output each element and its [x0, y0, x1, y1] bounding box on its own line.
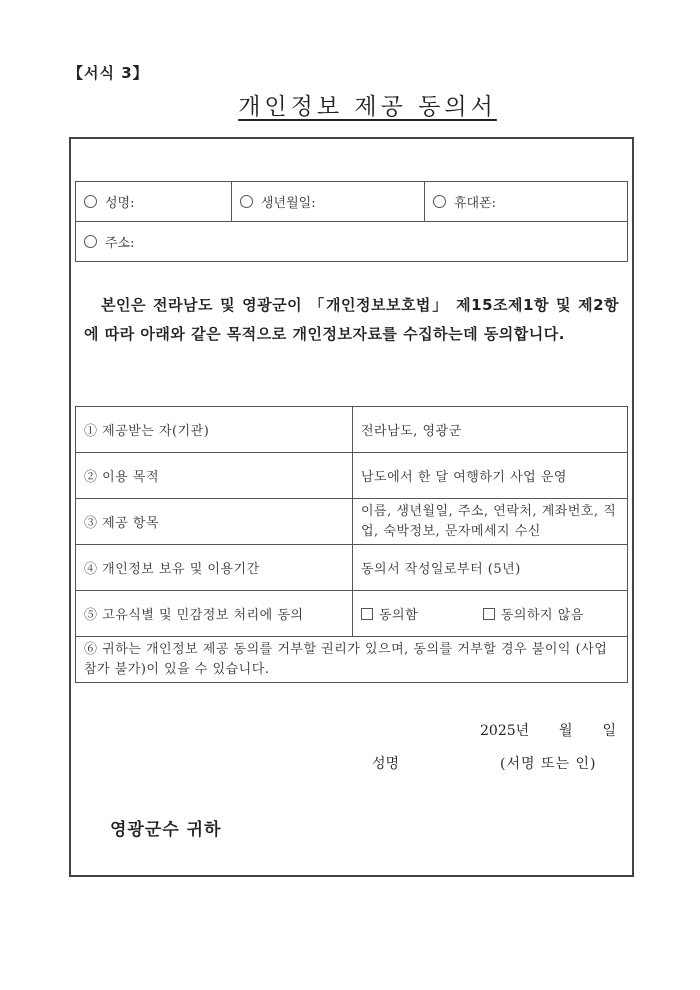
table-row — [76, 499, 628, 545]
row-label: ④ 개인정보 보유 및 이용기간 — [76, 545, 353, 591]
table-row — [76, 591, 628, 637]
name-label: 성명: — [105, 196, 135, 211]
refusal-notice: ⑥ 귀하는 개인정보 제공 동의를 거부할 권리가 있으며, 동의를 거부할 경우 불이익 (사업 참가 불가)이 있을 수 있습니다. — [76, 637, 628, 683]
address-label: 주소: — [105, 236, 135, 251]
table-row — [76, 453, 628, 499]
form-number: 【서식 3】 — [68, 64, 149, 82]
disagree-checkbox[interactable] — [483, 608, 584, 623]
page-title — [0, 88, 700, 121]
circle-bullet-icon — [84, 235, 97, 248]
checkbox-icon — [361, 608, 373, 620]
row-value: 전라남도, 영광군 — [353, 407, 628, 453]
date-day[interactable]: 일 — [602, 723, 616, 739]
row-label: ② 이용 목적 — [76, 453, 353, 499]
date-month[interactable]: 월 — [559, 723, 573, 739]
name-field[interactable] — [76, 182, 232, 222]
table-row — [76, 407, 628, 453]
title-text: 개인정보 제공 동의서 — [238, 94, 497, 120]
circle-bullet-icon — [240, 195, 253, 208]
row-value: 남도에서 한 달 여행하기 사업 운영 — [353, 453, 628, 499]
address-field[interactable] — [76, 222, 628, 262]
personal-info-table — [75, 181, 628, 262]
row-value: 이름, 생년월일, 주소, 연락처, 계좌번호, 직업, 숙박정보, 문자메세지 수신 — [353, 499, 628, 545]
consent-choice-cell — [353, 591, 628, 637]
row-value: 동의서 작성일로부터 (5년) — [353, 545, 628, 591]
phone-label: 휴대폰: — [454, 196, 497, 211]
row-label: ⑤ 고유식별 및 민감정보 처리에 동의 — [76, 591, 353, 637]
table-row — [76, 545, 628, 591]
circle-bullet-icon — [84, 195, 97, 208]
consent-statement: 본인은 전라남도 및 영광군이 「개인정보보호법」 제15조제1항 및 제2항에 따라 아래와 같은 목적으로 개인정보자료를 수집하는데 동의합니다. — [84, 296, 619, 343]
date-year: 2025년 — [480, 723, 530, 739]
date-line — [480, 720, 616, 740]
row-label: ① 제공받는 자(기관) — [76, 407, 353, 453]
signature-name-label: 성명 — [372, 756, 400, 772]
checkbox-icon — [483, 608, 495, 620]
agree-label: 동의함 — [379, 608, 419, 623]
birthdate-field[interactable] — [232, 182, 425, 222]
signature-note[interactable]: (서명 또는 인) — [500, 756, 597, 772]
addressee: 영광군수 귀하 — [110, 820, 222, 840]
agree-checkbox[interactable] — [361, 608, 418, 623]
consent-table — [75, 406, 628, 683]
disagree-label: 동의하지 않음 — [500, 608, 584, 623]
table-row — [76, 637, 628, 683]
phone-field[interactable] — [425, 182, 628, 222]
circle-bullet-icon — [433, 195, 446, 208]
row-label: ③ 제공 항목 — [76, 499, 353, 545]
birthdate-label: 생년월일: — [261, 196, 316, 211]
